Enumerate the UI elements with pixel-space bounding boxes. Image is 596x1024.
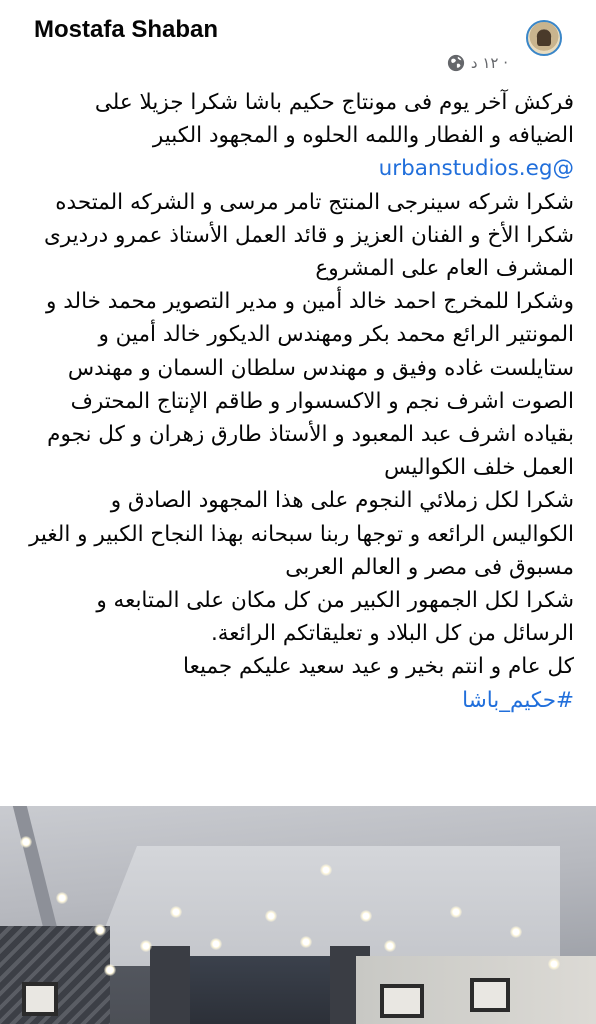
post-timestamp[interactable]: ١٢ د ·	[470, 54, 508, 72]
photo-light	[56, 892, 68, 904]
photo-frame	[22, 982, 58, 1016]
photo-light	[300, 936, 312, 948]
photo-light	[265, 910, 277, 922]
post-header	[0, 0, 596, 80]
post-paragraph: كل عام و انتم بخير و عيد سعيد عليكم جميعا	[183, 654, 574, 680]
hashtag-link[interactable]: #حكيم_باشا	[462, 687, 574, 713]
photo-light	[320, 864, 332, 876]
photo-frame	[380, 984, 424, 1018]
photo-light	[510, 926, 522, 938]
photo-light	[360, 910, 372, 922]
photo-light	[170, 906, 182, 918]
post-paragraph: فركش آخر يوم فى مونتاج حكيم باشا شكرا جزيلا على الضيافه و الفطار واللمه الحلوه و المجهود الكبير	[94, 90, 574, 149]
post-paragraph: شكرا الأخ و الفنان العزيز و قائد العمل الأستاذ عمرو دردیری المشرف العام على المشروع	[43, 222, 574, 282]
post-photo[interactable]	[0, 806, 596, 1024]
author-name[interactable]: Mostafa Shaban	[34, 16, 219, 43]
photo-frame	[470, 978, 510, 1012]
mention-link[interactable]: urbanstudios.eg@	[378, 156, 574, 182]
post-paragraph: شكرا لكل الجمهور الكبير من كل مكان على المتابعه و الرسائل من كل البلاد و تعليقاتكم الرائعة.	[96, 588, 574, 647]
photo-light	[210, 938, 222, 950]
post-paragraph: وشكرا للمخرج احمد خالد أمين و مدير التصوير محمد خالد و المونتير الرائع محمد بكر ومهندس الديكور خالد أمين و ستايلست غاده وفيق و مهندس سلطان السمان و مهندس الصوت اشرف نجم و الاكسسوار و طاقم الإنتاج المحترف بقياده اشرف عبد المعبود و الأستاذ طارق زهران و كل نجوم العمل خلف الكواليس	[46, 289, 574, 481]
post-paragraph: شكرا شركه سينرجى المنتج تامر مرسى و الشركه المتحده	[55, 189, 574, 215]
author-avatar[interactable]	[526, 20, 562, 56]
photo-light	[450, 906, 462, 918]
photo-light	[384, 940, 396, 952]
photo-light	[20, 836, 32, 848]
photo-light	[104, 964, 116, 976]
post-text	[24, 86, 574, 717]
photo-light	[548, 958, 560, 970]
photo-window	[170, 956, 350, 1024]
post-paragraph: شكرا لكل زملائي النجوم على هذا المجهود الصادق و الكواليس الرائعه و توجها ربنا سبحانه بهذا النجاح الكبير و الغير مسبوق فى مصر و العالم العربى	[29, 488, 574, 580]
post-meta	[447, 52, 508, 74]
photo-curtain	[150, 946, 190, 1024]
globe-icon[interactable]	[447, 54, 465, 72]
photo-light	[94, 924, 106, 936]
photo-light	[140, 940, 152, 952]
